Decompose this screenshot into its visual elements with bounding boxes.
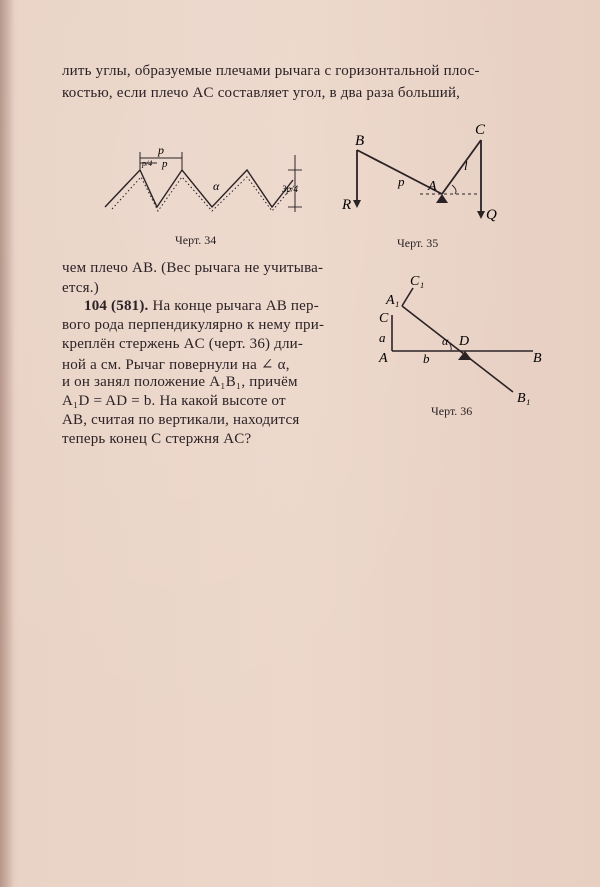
text-line-2: костью, если плечо AC составляет угол, в два раза больший, xyxy=(62,85,461,101)
problem-number: 104 (581). xyxy=(84,298,149,314)
fig34-label-frac-left: p/4 xyxy=(142,159,153,168)
fig35-label-p: p xyxy=(398,174,405,189)
fig35-label-A: A xyxy=(428,179,437,194)
fig35-label-B: B xyxy=(355,133,365,149)
fig35-label-R: R xyxy=(342,197,352,213)
problem-line-8: теперь конец C стержня AC? xyxy=(62,431,252,447)
fig36-label-a: a xyxy=(379,330,386,345)
fig34-caption: Черт. 34 xyxy=(175,233,217,247)
fig36-label-A1: A₁ xyxy=(386,293,400,308)
problem-line-6: A₁D = AD = b. На какой высоте от xyxy=(62,393,286,409)
fig34-label-frac-right: 3p/4 xyxy=(282,184,299,194)
problem-line-7: AB, считая по вертикали, находится xyxy=(62,412,300,428)
problem-line-2: вого рода перпендикулярно к нему при- xyxy=(62,317,325,333)
fig36-label-D: D xyxy=(459,334,470,349)
continuation-line-1: чем плечо AB. (Вес рычага не учитыва- xyxy=(62,260,324,276)
fig36-label-B: B xyxy=(533,351,542,366)
fig36-caption: Черт. 36 xyxy=(431,404,473,418)
fig36-label-C1: C₁ xyxy=(410,274,425,289)
fig35-caption: Черт. 35 xyxy=(397,236,439,250)
fig35-label-Q: Q xyxy=(486,207,497,223)
fig35-label-l: l xyxy=(464,158,468,173)
continuation-line-2: ется.) xyxy=(62,280,99,296)
fig34-label-alpha: α xyxy=(213,179,220,193)
fig36-label-C: C xyxy=(379,311,389,326)
problem-line-4: ной a см. Рычаг повернули на ∠ α, xyxy=(62,357,290,373)
fig36-label-b: b xyxy=(423,351,430,366)
fig36-label-B1: B₁ xyxy=(517,391,531,406)
fig34-label-p-top: p xyxy=(158,143,164,157)
fig36-label-alpha: α xyxy=(442,334,449,348)
text-line-1: лить углы, образуемые плечами рычага с горизонтальной плос- xyxy=(62,63,480,79)
fig36-label-A: A xyxy=(379,351,388,366)
problem-line-3: креплён стержень AC (черт. 36) дли- xyxy=(62,336,304,352)
problem-line-5: и он занял положение A₁B₁, причём xyxy=(62,374,298,390)
problem-line-1: На конце рычага AB пер- xyxy=(152,298,319,314)
fig35-label-C: C xyxy=(475,122,486,138)
fig34-label-p-inner: p xyxy=(162,158,168,170)
